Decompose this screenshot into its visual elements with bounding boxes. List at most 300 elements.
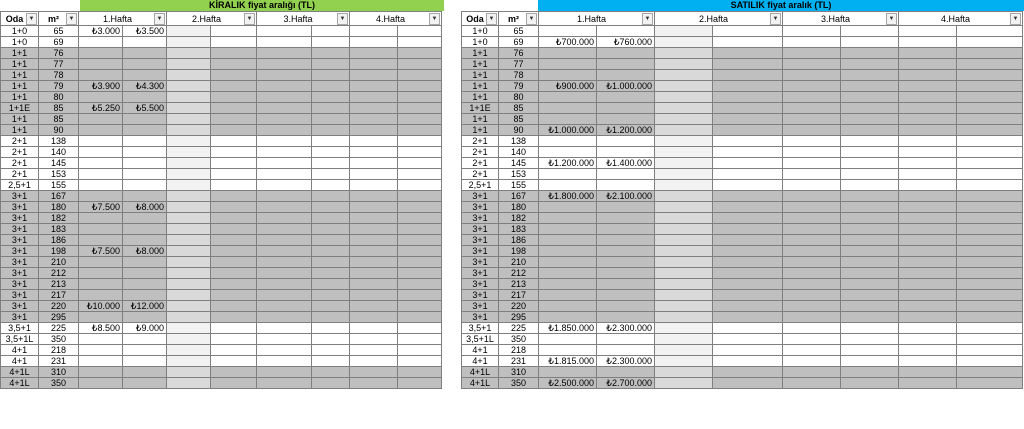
week2-max-cell[interactable] [211, 334, 257, 345]
week4-min-cell[interactable] [899, 37, 957, 48]
week4-max-cell[interactable] [957, 323, 1023, 334]
oda-cell[interactable]: 1+1 [462, 48, 499, 59]
oda-cell[interactable]: 2+1 [1, 147, 39, 158]
week2-min-cell[interactable] [655, 92, 713, 103]
oda-cell[interactable]: 2+1 [462, 147, 499, 158]
m2-cell[interactable]: 350 [499, 378, 539, 389]
week2-min-cell[interactable] [655, 180, 713, 191]
week4-min-cell[interactable] [350, 103, 398, 114]
week1-max-cell[interactable] [597, 213, 655, 224]
week2-min-cell[interactable] [167, 48, 211, 59]
week2-max-cell[interactable] [713, 290, 783, 301]
week4-min-cell[interactable] [350, 37, 398, 48]
week2-max-cell[interactable] [713, 180, 783, 191]
week2-max-cell[interactable] [713, 158, 783, 169]
week3-min-cell[interactable] [257, 169, 312, 180]
oda-cell[interactable]: 3,5+1 [462, 323, 499, 334]
week1-max-cell[interactable] [123, 356, 167, 367]
week3-max-cell[interactable] [312, 191, 350, 202]
week4-max-cell[interactable] [957, 246, 1023, 257]
oda-cell[interactable]: 3+1 [462, 224, 499, 235]
week1-max-cell[interactable] [123, 367, 167, 378]
oda-cell[interactable]: 3+1 [1, 235, 39, 246]
week4-min-cell[interactable] [899, 224, 957, 235]
week1-min-cell[interactable] [539, 70, 597, 81]
week4-max-cell[interactable] [957, 92, 1023, 103]
oda-cell[interactable]: 4+1L [462, 378, 499, 389]
oda-cell[interactable]: 4+1L [1, 378, 39, 389]
week2-min-cell[interactable] [167, 290, 211, 301]
week4-max-cell[interactable] [398, 224, 442, 235]
m2-cell[interactable]: 213 [39, 279, 79, 290]
week1-max-cell[interactable] [123, 158, 167, 169]
week1-max-cell[interactable] [597, 114, 655, 125]
week4-max-cell[interactable] [398, 103, 442, 114]
week3-min-cell[interactable] [783, 169, 841, 180]
dropdown-arrow-icon[interactable]: ▼ [26, 13, 37, 25]
week3-max-cell[interactable] [841, 70, 899, 81]
dropdown-arrow-icon[interactable]: ▼ [886, 13, 897, 25]
week2-max-cell[interactable] [211, 356, 257, 367]
m2-cell[interactable]: 210 [499, 257, 539, 268]
week1-max-cell[interactable]: ₺3.500 [123, 26, 167, 37]
week2-max-cell[interactable] [211, 147, 257, 158]
week2-min-cell[interactable] [167, 125, 211, 136]
week1-min-cell[interactable] [539, 147, 597, 158]
week1-min-cell[interactable] [79, 345, 123, 356]
week1-min-cell[interactable] [79, 367, 123, 378]
week4-max-cell[interactable] [398, 235, 442, 246]
week3-min-cell[interactable] [257, 147, 312, 158]
week1-max-cell[interactable] [597, 235, 655, 246]
week3-min-cell[interactable] [783, 81, 841, 92]
week3-max-cell[interactable] [312, 158, 350, 169]
week3-max-cell[interactable] [841, 37, 899, 48]
week4-max-cell[interactable] [957, 147, 1023, 158]
week1-max-cell[interactable]: ₺12.000 [123, 301, 167, 312]
week3-max-cell[interactable] [312, 279, 350, 290]
week1-min-cell[interactable]: ₺1.815.000 [539, 356, 597, 367]
m2-cell[interactable]: 78 [39, 70, 79, 81]
week1-min-cell[interactable]: ₺1.000.000 [539, 125, 597, 136]
week4-min-cell[interactable] [899, 334, 957, 345]
oda-cell[interactable]: 4+1L [1, 367, 39, 378]
week1-min-cell[interactable]: ₺3.900 [79, 81, 123, 92]
week1-max-cell[interactable] [123, 345, 167, 356]
week3-max-cell[interactable] [312, 70, 350, 81]
week1-max-cell[interactable] [123, 257, 167, 268]
week1-min-cell[interactable] [539, 268, 597, 279]
dropdown-arrow-icon[interactable]: ▼ [770, 13, 781, 25]
week1-min-cell[interactable] [539, 224, 597, 235]
dropdown-arrow-icon[interactable]: ▼ [429, 13, 440, 25]
week2-max-cell[interactable] [211, 180, 257, 191]
week3-max-cell[interactable] [312, 26, 350, 37]
week2-max-cell[interactable] [713, 268, 783, 279]
week3-max-cell[interactable] [841, 257, 899, 268]
week4-max-cell[interactable] [957, 37, 1023, 48]
week3-min-cell[interactable] [783, 114, 841, 125]
week1-max-cell[interactable] [123, 136, 167, 147]
oda-cell[interactable]: 1+1 [462, 125, 499, 136]
m2-cell[interactable]: 231 [39, 356, 79, 367]
week2-max-cell[interactable] [211, 158, 257, 169]
oda-cell[interactable]: 1+1 [462, 114, 499, 125]
week4-min-cell[interactable] [899, 103, 957, 114]
week1-min-cell[interactable] [79, 257, 123, 268]
week4-max-cell[interactable] [398, 37, 442, 48]
week2-min-cell[interactable] [655, 26, 713, 37]
week3-max-cell[interactable] [312, 356, 350, 367]
week2-min-cell[interactable] [655, 334, 713, 345]
week3-min-cell[interactable] [783, 367, 841, 378]
week4-min-cell[interactable] [350, 136, 398, 147]
week2-min-cell[interactable] [167, 279, 211, 290]
week3-min-cell[interactable] [783, 279, 841, 290]
week2-max-cell[interactable] [713, 301, 783, 312]
week1-min-cell[interactable]: ₺5.250 [79, 103, 123, 114]
week3-min-cell[interactable] [257, 48, 312, 59]
oda-cell[interactable]: 1+0 [462, 26, 499, 37]
week2-max-cell[interactable] [713, 367, 783, 378]
week2-min-cell[interactable] [167, 213, 211, 224]
week2-min-cell[interactable] [655, 345, 713, 356]
week1-min-cell[interactable] [539, 334, 597, 345]
week4-max-cell[interactable] [398, 356, 442, 367]
m2-cell[interactable]: 153 [39, 169, 79, 180]
week4-min-cell[interactable] [899, 48, 957, 59]
week3-max-cell[interactable] [312, 246, 350, 257]
week1-max-cell[interactable] [597, 26, 655, 37]
week4-max-cell[interactable] [398, 158, 442, 169]
week1-min-cell[interactable] [79, 92, 123, 103]
week1-max-cell[interactable] [123, 147, 167, 158]
week3-min-cell[interactable] [257, 26, 312, 37]
m2-cell[interactable]: 350 [39, 334, 79, 345]
week4-min-cell[interactable] [899, 235, 957, 246]
week4-min-cell[interactable] [350, 290, 398, 301]
week3-max-cell[interactable] [841, 301, 899, 312]
week1-max-cell[interactable] [123, 169, 167, 180]
week4-min-cell[interactable] [350, 70, 398, 81]
oda-cell[interactable]: 1+0 [1, 37, 39, 48]
week1-max-cell[interactable] [123, 191, 167, 202]
week1-min-cell[interactable] [79, 37, 123, 48]
m2-cell[interactable]: 310 [39, 367, 79, 378]
oda-cell[interactable]: 4+1 [462, 345, 499, 356]
oda-cell[interactable]: 3,5+1L [1, 334, 39, 345]
week3-min-cell[interactable] [783, 268, 841, 279]
week4-max-cell[interactable] [957, 257, 1023, 268]
m2-cell[interactable]: 140 [39, 147, 79, 158]
week4-min-cell[interactable] [899, 279, 957, 290]
oda-cell[interactable]: 3+1 [462, 301, 499, 312]
week2-min-cell[interactable] [167, 114, 211, 125]
week2-min-cell[interactable] [655, 279, 713, 290]
week4-min-cell[interactable] [350, 356, 398, 367]
week2-min-cell[interactable] [655, 213, 713, 224]
week4-max-cell[interactable] [398, 301, 442, 312]
week4-max-cell[interactable] [398, 213, 442, 224]
week2-max-cell[interactable] [713, 312, 783, 323]
oda-cell[interactable]: 4+1L [462, 367, 499, 378]
week1-min-cell[interactable] [539, 103, 597, 114]
week3-max-cell[interactable] [312, 257, 350, 268]
week2-max-cell[interactable] [713, 246, 783, 257]
m2-cell[interactable]: 213 [499, 279, 539, 290]
oda-cell[interactable]: 1+1 [462, 59, 499, 70]
m2-cell[interactable]: 295 [499, 312, 539, 323]
oda-cell[interactable]: 1+1 [1, 114, 39, 125]
week1-max-cell[interactable] [123, 334, 167, 345]
week2-max-cell[interactable] [713, 81, 783, 92]
week1-max-cell[interactable] [597, 224, 655, 235]
week2-max-cell[interactable] [211, 279, 257, 290]
dropdown-arrow-icon[interactable]: ▼ [526, 13, 537, 25]
week2-min-cell[interactable] [167, 136, 211, 147]
m2-cell[interactable]: 350 [499, 334, 539, 345]
week1-min-cell[interactable] [79, 114, 123, 125]
week1-max-cell[interactable] [123, 37, 167, 48]
week3-min-cell[interactable] [783, 147, 841, 158]
week2-max-cell[interactable] [713, 202, 783, 213]
week3-max-cell[interactable] [312, 345, 350, 356]
week4-min-cell[interactable] [899, 70, 957, 81]
oda-cell[interactable]: 2+1 [462, 158, 499, 169]
week3-min-cell[interactable] [257, 37, 312, 48]
week1-min-cell[interactable]: ₺7.500 [79, 246, 123, 257]
week1-header[interactable]: 1.Hafta ▼ [79, 12, 167, 26]
week4-min-cell[interactable] [350, 92, 398, 103]
week1-max-cell[interactable] [123, 378, 167, 389]
week2-max-cell[interactable] [211, 378, 257, 389]
week2-max-cell[interactable] [211, 257, 257, 268]
week2-min-cell[interactable] [655, 268, 713, 279]
m2-cell[interactable]: 90 [499, 125, 539, 136]
week3-min-cell[interactable] [257, 312, 312, 323]
week2-min-cell[interactable] [167, 301, 211, 312]
oda-cell[interactable]: 1+1 [462, 92, 499, 103]
week4-max-cell[interactable] [398, 70, 442, 81]
week1-min-cell[interactable]: ₺1.200.000 [539, 158, 597, 169]
dropdown-arrow-icon[interactable]: ▼ [642, 13, 653, 25]
week4-max-cell[interactable] [957, 279, 1023, 290]
week4-max-cell[interactable] [957, 356, 1023, 367]
oda-cell[interactable]: 1+1 [1, 125, 39, 136]
week1-max-cell[interactable] [123, 290, 167, 301]
week2-min-cell[interactable] [655, 136, 713, 147]
week1-max-cell[interactable] [597, 246, 655, 257]
week4-max-cell[interactable] [398, 125, 442, 136]
week3-max-cell[interactable] [841, 323, 899, 334]
week2-min-cell[interactable] [167, 356, 211, 367]
week2-max-cell[interactable] [211, 191, 257, 202]
week1-max-cell[interactable] [123, 180, 167, 191]
m2-cell[interactable]: 295 [39, 312, 79, 323]
week4-min-cell[interactable] [350, 235, 398, 246]
week2-max-cell[interactable] [713, 334, 783, 345]
week3-min-cell[interactable] [257, 103, 312, 114]
week4-min-cell[interactable] [350, 81, 398, 92]
week1-min-cell[interactable] [539, 367, 597, 378]
m2-cell[interactable]: 145 [499, 158, 539, 169]
week4-max-cell[interactable] [398, 59, 442, 70]
oda-cell[interactable]: 3+1 [462, 246, 499, 257]
week3-max-cell[interactable] [312, 202, 350, 213]
week3-max-cell[interactable] [841, 169, 899, 180]
week1-max-cell[interactable] [597, 147, 655, 158]
week1-max-cell[interactable] [597, 180, 655, 191]
oda-cell[interactable]: 3+1 [1, 202, 39, 213]
week1-min-cell[interactable] [539, 257, 597, 268]
week1-min-cell[interactable] [79, 125, 123, 136]
week3-min-cell[interactable] [257, 213, 312, 224]
week4-max-cell[interactable] [957, 378, 1023, 389]
oda-cell[interactable]: 1+1 [1, 48, 39, 59]
m2-cell[interactable]: 198 [499, 246, 539, 257]
week4-max-cell[interactable] [957, 114, 1023, 125]
week4-header[interactable]: 4.Hafta ▼ [350, 12, 442, 26]
week4-max-cell[interactable] [398, 367, 442, 378]
m2-cell[interactable]: 210 [39, 257, 79, 268]
week4-min-cell[interactable] [899, 257, 957, 268]
week3-max-cell[interactable] [841, 345, 899, 356]
week2-max-cell[interactable] [211, 323, 257, 334]
week2-max-cell[interactable] [211, 202, 257, 213]
week4-min-cell[interactable] [899, 202, 957, 213]
week4-max-cell[interactable] [398, 169, 442, 180]
week3-max-cell[interactable] [841, 125, 899, 136]
oda-cell[interactable]: 3+1 [1, 279, 39, 290]
week4-max-cell[interactable] [398, 26, 442, 37]
week2-min-cell[interactable] [655, 224, 713, 235]
week2-max-cell[interactable] [211, 213, 257, 224]
m2-cell[interactable]: 140 [499, 147, 539, 158]
week3-min-cell[interactable] [783, 59, 841, 70]
m2-cell[interactable]: 220 [499, 301, 539, 312]
m2-cell[interactable]: 218 [499, 345, 539, 356]
m2-cell[interactable]: 310 [499, 367, 539, 378]
week4-min-cell[interactable] [350, 312, 398, 323]
week1-min-cell[interactable] [539, 246, 597, 257]
week1-max-cell[interactable] [123, 59, 167, 70]
week3-max-cell[interactable] [841, 290, 899, 301]
week2-max-cell[interactable] [211, 81, 257, 92]
week3-min-cell[interactable] [783, 323, 841, 334]
week3-max-cell[interactable] [841, 312, 899, 323]
week2-max-cell[interactable] [713, 169, 783, 180]
m2-header[interactable]: m² ▼ [499, 12, 539, 26]
week2-min-cell[interactable] [167, 312, 211, 323]
week1-max-cell[interactable] [597, 257, 655, 268]
week1-max-cell[interactable] [597, 48, 655, 59]
m2-cell[interactable]: 186 [499, 235, 539, 246]
week2-max-cell[interactable] [713, 345, 783, 356]
week3-min-cell[interactable] [257, 235, 312, 246]
week1-max-cell[interactable] [123, 92, 167, 103]
week4-max-cell[interactable] [398, 136, 442, 147]
week4-min-cell[interactable] [350, 367, 398, 378]
week3-min-cell[interactable] [783, 312, 841, 323]
week3-max-cell[interactable] [312, 147, 350, 158]
week4-max-cell[interactable] [398, 81, 442, 92]
week3-min-cell[interactable] [783, 37, 841, 48]
oda-cell[interactable]: 3+1 [1, 301, 39, 312]
week1-min-cell[interactable] [79, 334, 123, 345]
m2-cell[interactable]: 69 [499, 37, 539, 48]
week2-min-cell[interactable] [655, 48, 713, 59]
week4-max-cell[interactable] [957, 213, 1023, 224]
week2-min-cell[interactable] [655, 37, 713, 48]
week4-min-cell[interactable] [899, 301, 957, 312]
m2-cell[interactable]: 225 [39, 323, 79, 334]
oda-cell[interactable]: 3+1 [1, 213, 39, 224]
week1-max-cell[interactable]: ₺2.300.000 [597, 356, 655, 367]
week4-max-cell[interactable] [957, 268, 1023, 279]
m2-cell[interactable]: 167 [499, 191, 539, 202]
week3-min-cell[interactable] [257, 191, 312, 202]
week2-max-cell[interactable] [713, 356, 783, 367]
week3-max-cell[interactable] [312, 180, 350, 191]
week4-min-cell[interactable] [350, 301, 398, 312]
week2-min-cell[interactable] [655, 81, 713, 92]
week2-max-cell[interactable] [713, 114, 783, 125]
m2-header[interactable]: m² ▼ [39, 12, 79, 26]
week1-max-cell[interactable]: ₺9.000 [123, 323, 167, 334]
week2-max-cell[interactable] [211, 59, 257, 70]
week2-max-cell[interactable] [713, 48, 783, 59]
oda-cell[interactable]: 1+1 [1, 92, 39, 103]
week2-max-cell[interactable] [211, 125, 257, 136]
m2-cell[interactable]: 65 [39, 26, 79, 37]
oda-header[interactable]: Oda ▼ [1, 12, 39, 26]
week3-max-cell[interactable] [841, 114, 899, 125]
m2-cell[interactable]: 186 [39, 235, 79, 246]
week2-min-cell[interactable] [655, 290, 713, 301]
week1-max-cell[interactable]: ₺1.000.000 [597, 81, 655, 92]
oda-cell[interactable]: 3+1 [1, 246, 39, 257]
week3-min-cell[interactable] [257, 92, 312, 103]
week2-max-cell[interactable] [713, 323, 783, 334]
week2-min-cell[interactable] [167, 169, 211, 180]
week1-max-cell[interactable] [597, 103, 655, 114]
week3-min-cell[interactable] [783, 224, 841, 235]
week4-min-cell[interactable] [350, 59, 398, 70]
m2-cell[interactable]: 85 [499, 114, 539, 125]
week3-max-cell[interactable] [841, 224, 899, 235]
week3-min-cell[interactable] [257, 224, 312, 235]
week2-max-cell[interactable] [713, 26, 783, 37]
week4-min-cell[interactable] [899, 323, 957, 334]
week3-max-cell[interactable] [841, 356, 899, 367]
week2-header[interactable]: 2.Hafta ▼ [167, 12, 257, 26]
week3-max-cell[interactable] [312, 378, 350, 389]
week3-max-cell[interactable] [841, 48, 899, 59]
week4-min-cell[interactable] [350, 334, 398, 345]
oda-cell[interactable]: 3+1 [462, 235, 499, 246]
week2-max-cell[interactable] [713, 103, 783, 114]
m2-cell[interactable]: 76 [499, 48, 539, 59]
week3-min-cell[interactable] [257, 81, 312, 92]
week1-max-cell[interactable]: ₺8.000 [123, 246, 167, 257]
week2-min-cell[interactable] [655, 191, 713, 202]
oda-cell[interactable]: 2+1 [462, 169, 499, 180]
m2-cell[interactable]: 180 [39, 202, 79, 213]
week3-min-cell[interactable] [783, 301, 841, 312]
week4-min-cell[interactable] [899, 268, 957, 279]
week4-min-cell[interactable] [350, 213, 398, 224]
week1-min-cell[interactable]: ₺1.800.000 [539, 191, 597, 202]
